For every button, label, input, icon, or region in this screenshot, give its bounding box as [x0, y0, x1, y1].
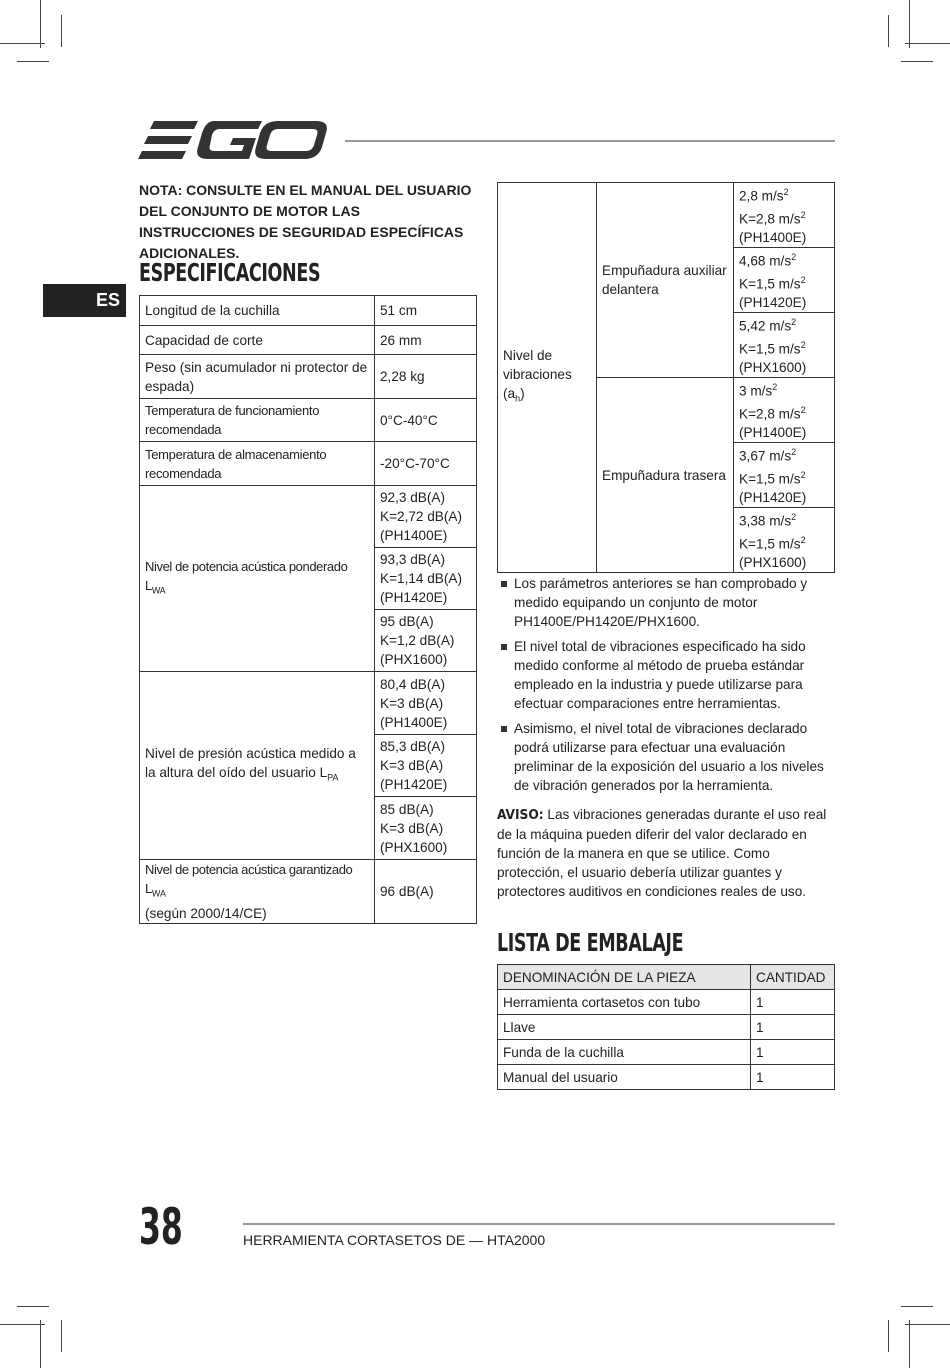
- vibration-value: [734, 378, 835, 443]
- language-tab: ES: [43, 284, 126, 317]
- warning-label: AVISO:: [497, 807, 544, 823]
- spec-label: Temperatura de funcionamiento recomendada: [140, 399, 375, 442]
- list-item: [497, 574, 837, 631]
- bullet-square-icon: [501, 644, 507, 650]
- front-handle-label: Empuñadura auxiliar delantera: [597, 183, 734, 378]
- superscript: 2: [772, 382, 778, 393]
- crop-mark: [17, 1306, 49, 1307]
- value-line: (PH1420E): [380, 777, 448, 792]
- crop-mark: [0, 43, 45, 44]
- value-line: 3 m/s: [739, 383, 773, 399]
- value-line: 5,42 m/s: [739, 318, 792, 334]
- table-header-row: [498, 965, 835, 990]
- ego-logo: [138, 118, 328, 162]
- superscript: 2: [800, 534, 806, 545]
- vibration-value: [734, 313, 835, 378]
- column-header: CANTIDAD: [751, 965, 835, 990]
- value-line: K=1,5 m/s: [739, 471, 801, 487]
- value-line: K=3 dB(A): [380, 820, 444, 836]
- packing-table: [497, 964, 835, 1090]
- value-line: 80,4 dB(A): [380, 676, 445, 692]
- spec-value: [375, 610, 477, 672]
- subscript: WA: [151, 888, 167, 899]
- column-header: DENOMINACIÓN DE LA PIEZA: [498, 965, 751, 990]
- crop-mark: [909, 1320, 910, 1368]
- table-row: [498, 183, 835, 248]
- specs-table: [139, 295, 477, 924]
- part-qty: 1: [751, 1040, 835, 1065]
- table-row: [140, 672, 477, 735]
- superscript: 2: [800, 404, 806, 415]
- table-row: [140, 442, 477, 486]
- spec-value: [375, 735, 477, 797]
- spec-label: Capacidad de corte: [140, 326, 375, 355]
- superscript: 2: [800, 469, 806, 480]
- value-line: (PHX1600): [380, 839, 448, 855]
- vibration-label: [498, 183, 597, 573]
- value-line: 92,3 dB(A): [380, 490, 445, 505]
- spec-label: Longitud de la cuchilla: [140, 296, 375, 326]
- crop-mark: [888, 1320, 889, 1352]
- spec-label: [140, 486, 375, 672]
- part-name: Manual del usuario: [498, 1065, 751, 1090]
- sound-power-label: Nivel de potencia acústica ponderado L: [145, 558, 348, 593]
- value-line: (PH1420E): [739, 490, 807, 506]
- superscript: 2: [783, 187, 789, 197]
- list-item-text: Los parámetros anteriores se han comprobado y medido equipando un conjunto de motor PH1400E/PH1420E/PHX1600.: [514, 576, 808, 629]
- table-row: [140, 860, 477, 924]
- table-row: [140, 296, 477, 326]
- crop-mark: [0, 1324, 45, 1325]
- value-line: K=2,8 m/s: [739, 406, 801, 422]
- value-line: 85,3 dB(A): [380, 739, 445, 754]
- rear-handle-label: Empuñadura trasera: [597, 378, 734, 573]
- part-qty: 1: [751, 990, 835, 1015]
- spec-value: [375, 797, 477, 860]
- list-item-text: Asimismo, el nivel total de vibraciones declarado podrá utilizarse para efectuar una evaluación preliminar de la exposición del usuario a los niveles de vibración generados por la herramienta.: [514, 721, 824, 793]
- value-line: 2,8 m/s: [739, 188, 784, 204]
- value-line: K=3 dB(A): [380, 758, 444, 773]
- list-item-text: El nivel total de vibraciones especificado ha sido medido conforme al método de prueba estándar empleado en la industria y puede utilizarse para efectuar comparaciones entre herramientas.: [514, 639, 806, 711]
- table-row: [140, 486, 477, 548]
- table-row: [140, 399, 477, 442]
- page-number: 38: [139, 1198, 183, 1256]
- sound-pressure-label: Nivel de presión acústica medido a la altura del oído del usuario L: [145, 745, 356, 780]
- value-line: (PHX1600): [739, 555, 807, 571]
- spec-label: [140, 672, 375, 860]
- value-line: K=1,5 m/s: [739, 276, 801, 292]
- value-line: K=1,14 dB(A): [380, 571, 462, 586]
- superscript: 2: [791, 317, 797, 328]
- spec-value: 51 cm: [375, 296, 477, 326]
- crop-mark: [17, 61, 49, 62]
- value-line: K=1,5 m/s: [739, 341, 801, 357]
- value-line: (PH1420E): [739, 295, 807, 311]
- crop-mark: [888, 15, 889, 47]
- vibration-value: [734, 508, 835, 573]
- part-name: Funda de la cuchilla: [498, 1040, 751, 1065]
- value-line: (PH1400E): [739, 425, 807, 441]
- spec-label: Peso (sin acumulador ni protector de espada): [140, 355, 375, 399]
- value-line: K=2,8 m/s: [739, 211, 801, 227]
- vibration-table: [497, 182, 835, 573]
- subscript: WA: [151, 585, 166, 596]
- superscript: 2: [791, 252, 797, 263]
- spec-value: [375, 548, 477, 610]
- bullet-square-icon: [501, 581, 507, 587]
- packing-title: LISTA DE EMBALAJE: [497, 928, 684, 957]
- spec-value: 0°C-40°C: [375, 399, 477, 442]
- crop-mark: [40, 0, 41, 48]
- value-line: 85 dB(A): [380, 801, 434, 817]
- value-line: K=2,72 dB(A): [380, 509, 462, 524]
- part-qty: 1: [751, 1065, 835, 1090]
- value-line: (PHX1600): [739, 360, 807, 376]
- value-line: (PHX1600): [380, 652, 448, 667]
- crop-mark: [61, 15, 62, 47]
- superscript: 2: [800, 209, 806, 220]
- superscript: 2: [800, 339, 806, 350]
- guaranteed-label: Nivel de potencia acústica garantizado L: [145, 862, 353, 896]
- footer-rule: [243, 1223, 835, 1225]
- footer-title: HERRAMIENTA CORTASETOS DE — HTA2000: [243, 1232, 546, 1248]
- table-row: [498, 1040, 835, 1065]
- value-line: 93,3 dB(A): [380, 552, 445, 567]
- table-row: [140, 326, 477, 355]
- bullet-square-icon: [501, 726, 507, 732]
- spec-value: 26 mm: [375, 326, 477, 355]
- specs-title: ESPECIFICACIONES: [139, 258, 321, 287]
- bullet-list: [497, 574, 837, 801]
- crop-mark: [901, 61, 933, 62]
- table-row: [498, 990, 835, 1015]
- part-name: Llave: [498, 1015, 751, 1040]
- value-line: 95 dB(A): [380, 614, 434, 629]
- crop-mark: [905, 43, 950, 44]
- crop-mark: [40, 1320, 41, 1368]
- vibration-value: [734, 183, 835, 248]
- value-line: (PH1400E): [380, 528, 448, 543]
- superscript: 2: [800, 274, 806, 285]
- value-line: K=1,5 m/s: [739, 536, 801, 552]
- superscript: 2: [791, 512, 797, 523]
- spec-label: Temperatura de almacenamiento recomendada: [140, 442, 375, 486]
- value-line: (PH1400E): [380, 714, 448, 730]
- table-row: [140, 355, 477, 399]
- value-line: (PH1420E): [380, 590, 448, 605]
- value-line: K=1,2 dB(A): [380, 633, 455, 648]
- safety-note: NOTA: CONSULTE EN EL MANUAL DEL USUARIO DEL CONJUNTO DE MOTOR LAS INSTRUCCIONES DE SEGURIDAD ESPECÍFICAS ADICIONALES.: [139, 182, 472, 261]
- value-line: (PH1400E): [739, 230, 807, 246]
- crop-mark: [61, 1320, 62, 1352]
- warning-text: Las vibraciones generadas durante el uso real de la máquina pueden diferir del valor declarado en función de la manera en que se utilice. Como protección, el usuario debería utilizar guantes y protectores auditivos en condiciones reales de uso.: [497, 807, 827, 899]
- spec-value: 2,28 kg: [375, 355, 477, 399]
- part-name: Herramienta cortasetos con tubo: [498, 990, 751, 1015]
- value-line: 4,68 m/s: [739, 253, 792, 269]
- vibration-label-text: Nivel de vibraciones (a: [503, 348, 572, 402]
- spec-value: -20°C-70°C: [375, 442, 477, 486]
- spec-value: 96 dB(A): [375, 860, 477, 924]
- subscript: PA: [327, 772, 339, 783]
- guaranteed-label-tail: (según 2000/14/CE): [145, 905, 267, 921]
- list-item: [497, 719, 837, 795]
- table-row: [498, 1015, 835, 1040]
- crop-mark: [909, 0, 910, 48]
- crop-mark: [905, 1324, 950, 1325]
- subscript: h: [515, 394, 521, 405]
- superscript: 2: [791, 447, 797, 458]
- spec-value: [375, 486, 477, 548]
- spec-label: [140, 860, 375, 924]
- spec-value: [375, 672, 477, 735]
- value-line: 3,38 m/s: [739, 513, 792, 529]
- vibration-value: [734, 443, 835, 508]
- warning-paragraph: [497, 805, 837, 901]
- vibration-value: [734, 248, 835, 313]
- table-row: [498, 1065, 835, 1090]
- header-rule: [345, 140, 835, 142]
- value-line: K=3 dB(A): [380, 695, 444, 711]
- vibration-label-tail: ): [520, 386, 525, 402]
- part-qty: 1: [751, 1015, 835, 1040]
- value-line: 3,67 m/s: [739, 448, 792, 464]
- list-item: [497, 637, 837, 713]
- crop-mark: [901, 1306, 933, 1307]
